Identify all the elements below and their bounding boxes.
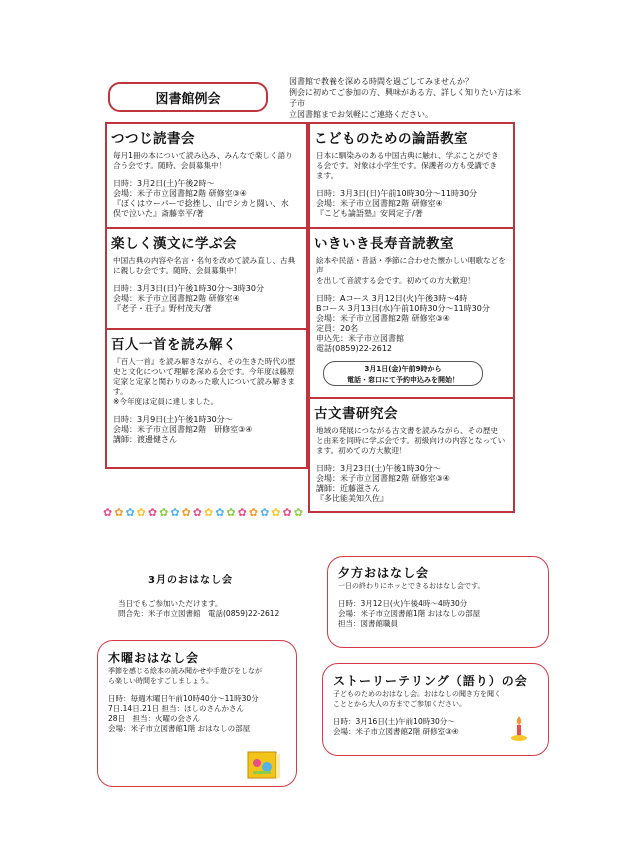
event-yugata (327, 556, 549, 648)
event-rows: 日時：3月12日(火)午後4時～4時30分 会場：米子市立図書館1階 おはなしの部屋 担当：図書館職員 (338, 599, 481, 628)
event-rows: 日時：3月16日(土)午前10時30分～ 会場：米子市立図書館2階 研修室③④ (333, 717, 459, 736)
candle-icon (509, 714, 529, 744)
flower-icon: ✿ (203, 506, 214, 519)
flower-icon: ✿ (215, 506, 225, 519)
club-info: 日時：3月9日(土)午後1時30分～ 会場：米子市立図書館2階 研修室③④ 講師：渡邊健さん (113, 415, 253, 444)
flower-icon: ✿ (125, 506, 135, 519)
club-info: 日時：3月3日(日)午前10時30分～11時30分 会場：米子市立図書館2階 研修室④ 『こども論語塾』安岡定子/著 (316, 189, 478, 218)
event-sub: 季節を感じる絵本の読み聞かせや手遊びをしなが ら楽しい時間をすごしましょう。 (108, 667, 262, 685)
flower-icon: ✿ (181, 506, 191, 519)
flower-divider (103, 507, 303, 518)
club-kanbun (105, 227, 308, 330)
club-info: 日時：3月3日(日)午後1時30分～3時30分 会場：米子市立図書館2階 研修室④ 『老子・荘子』野村茂夫/著 (113, 284, 264, 313)
flower-icon: ✿ (248, 506, 259, 519)
event-sub: 子どものためのおはなし会。おはなしの聞き方を聞く こととから大人の方までご参加ください。 (333, 690, 501, 708)
flower-icon: ✿ (271, 506, 281, 519)
club-info: 日時：3月2日(土)午後2時～ 会場：米子市立図書館2階 研修室③④ 『ぼくはウーパーで捻挫し、山でシカと闘い、水 俣で泣いた』斎藤幸平/著 (113, 179, 289, 218)
club-desc: 中国古典の内容や名言・名句を改めて読み直し、古典 に親しむ会です。随時、会員募集中！ (113, 256, 296, 275)
flower-icon: ✿ (282, 506, 292, 519)
reservation-notice: 3月1日(金)午前9時から 電話・窓口にて予約申込みを開始！ (323, 361, 483, 386)
event-title: ストーリーテリング（語り）の会 (333, 674, 528, 688)
flower-icon: ✿ (147, 506, 158, 519)
intro-text: 図書館で教養を深める時間を過ごしてみませんか？ 例会に初めてご参加の方、興味がある方、詳しく知りたい方は米子市 立図書館までお気軽にご連絡ください。 (289, 77, 521, 119)
picture-book-icon (246, 749, 282, 781)
club-info: 日時：Aコース 3月12日(火)午後3時～4時 Bコース 3月13日(水)午前10時30分～11時30分 会場：米子市立図書館2階 研修室③④ 定員：20名 申込先：米子市立図書館 電話(0859)22-2612 (316, 294, 490, 353)
club-hyakunin (105, 328, 308, 469)
club-desc: 日本に馴染みのある中国古典に触れ、学ぶことができ る会です。対象は小学生です。保護者の方も受講でき ます。 (316, 151, 499, 180)
flower-icon: ✿ (293, 506, 303, 519)
event-sub: 一日の終わりにホッとできるおはなし会です。 (338, 582, 485, 590)
club-tsutsuji (105, 122, 308, 229)
event-story (322, 663, 549, 756)
ohanashi-note: 当日でもご参加いただけます。 問合先：米子市立図書館 電話(0859)22-2612 (118, 599, 280, 618)
club-desc: 地域の発展につながる古文書を読みながら、その歴史 と由来を同時に学ぶ会です。初級向けの内容となってい ます。初めての方大歓迎！ (316, 426, 506, 455)
flower-icon: ✿ (237, 506, 247, 519)
club-komonjo (308, 397, 515, 513)
page-title: 図書館例会 (108, 82, 268, 112)
flower-icon: ✿ (226, 506, 236, 519)
event-rows: 日時：毎週木曜日午前10時40分～11時30分 7日.14日.21日 担当：ほしのさんかさん 28日 担当：火曜の会さん 会場：米子市立図書館1階 おはなしの部屋 (108, 694, 259, 733)
flower-icon: ✿ (136, 506, 146, 519)
club-desc: 毎月1冊の本について読み込み、みんなで楽しく語り 合う会です。随時、会員募集中！ (113, 151, 293, 170)
club-title: 古文書研究会 (314, 406, 398, 422)
flower-icon: ✿ (260, 506, 270, 519)
club-title: 楽しく漢文に学ぶ会 (111, 236, 237, 252)
club-desc: 『百人一首』を読み解きながら、その生きた時代の歴 史と文化について理解を深める会です。今年度は藤原 定家と定家と関わりのあった歌人について読み解きま す。 ※今年度は定員に達しました。 (113, 357, 296, 406)
flower-icon: ✿ (170, 506, 180, 519)
event-mokuyo (97, 640, 297, 787)
event-title: 木曜おはなし会 (108, 651, 200, 665)
flower-icon: ✿ (159, 506, 169, 519)
flower-icon: ✿ (114, 506, 124, 519)
flower-icon: ✿ (103, 506, 113, 519)
club-title: つつじ読書会 (111, 131, 195, 147)
club-title: こどものための論語教室 (314, 131, 468, 147)
club-desc: 絵本や民話・昔話・季節に合わせた懐かしい唱歌などを声 を出して音読する会です。初めての方大歓迎！ (316, 256, 506, 285)
flower-icon: ✿ (192, 506, 202, 519)
event-title: 夕方おはなし会 (338, 566, 430, 580)
club-title: 百人一首を読み解く (111, 337, 237, 353)
club-rongo (308, 122, 515, 229)
club-info: 日時：3月23日(土)午後1時30分～ 会場：米子市立図書館2階 研修室③④ 講師：近藤滋さん 『多比能美知久佐』 (316, 464, 450, 503)
ohanashi-title: 3月のおはなし会 (148, 575, 233, 586)
club-title: いきいき長寿音読教室 (314, 236, 454, 252)
